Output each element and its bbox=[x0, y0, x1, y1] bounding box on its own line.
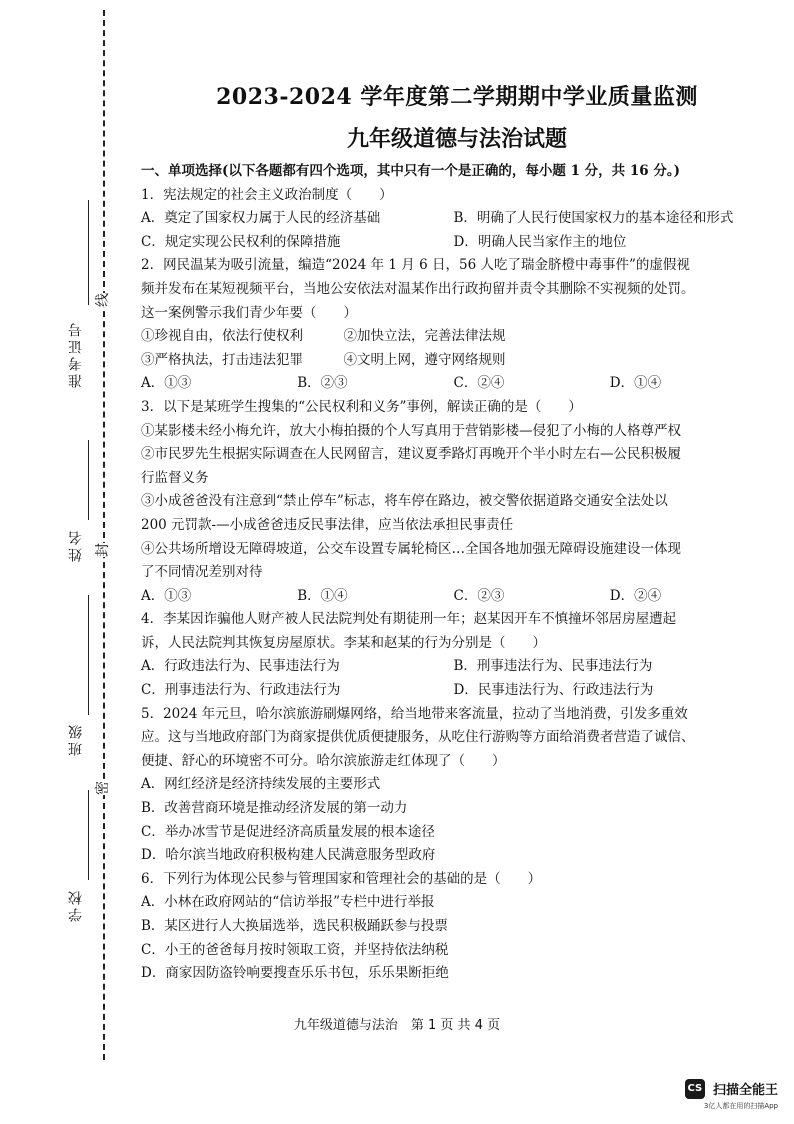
question-stem-line: 6．下列行为体现公民参与管理国家和管理社会的基础的是（ ） bbox=[141, 870, 542, 887]
exam-subtitle: 九年级道德与法治试题 bbox=[346, 126, 567, 152]
question-stem-line: 频并发布在某短视频平台，当地公安依法对温某作出行政拘留并责令其删除不实视频的处罚。 bbox=[141, 280, 695, 297]
question-stem-line: 诉，人民法院判其恢复房屋原状。李某和赵某的行为分别是（ ） bbox=[141, 634, 546, 651]
options-row bbox=[141, 231, 766, 255]
answer-option: A．网红经济是经济持续发展的主要形式 bbox=[141, 776, 381, 793]
statement-item: ①某影楼未经小梅允许，放大小梅拍摄的个人写真用于营销影楼—侵犯了小梅的人格尊严权 bbox=[141, 422, 681, 439]
answer-option: B．明确了人民行使国家权力的基本途径和形式 bbox=[453, 210, 734, 227]
answer-option: D．民事违法行为、行政违法行为 bbox=[453, 682, 654, 699]
options-row bbox=[141, 207, 766, 231]
answer-option: C．小王的爸爸每月按时领取工资，并坚持依法纳税 bbox=[141, 941, 449, 958]
answer-option: D．明确人民当家作主的地位 bbox=[453, 233, 627, 250]
question-block bbox=[141, 254, 766, 396]
question-stem-line: 应。这与当地政府部门为商家提供优质便捷服务，从吃住行游购等方面给消费者营造了诚信、 bbox=[141, 729, 695, 746]
statement-item: ①珍视自由，依法行使权利 ②加快立法，完善法律法规 bbox=[141, 328, 506, 345]
answer-option: A．①③ bbox=[141, 375, 192, 392]
options-row bbox=[141, 372, 766, 396]
answer-option: B．②③ bbox=[297, 375, 348, 392]
statement-item: ②市民罗先生根据实际调查在人民网留言，建议夏季路灯再晚开个半小时左右—公民积极履 bbox=[141, 446, 681, 463]
scanner-name: 扫描全能王 bbox=[712, 1083, 778, 1098]
statement-item: 行监督义务 bbox=[141, 469, 209, 486]
answer-option: C．②④ bbox=[453, 375, 505, 392]
scanner-tagline: 3亿人都在用的扫描App bbox=[703, 1101, 778, 1110]
answer-option: B．刑事违法行为、民事违法行为 bbox=[453, 658, 653, 675]
exam-id-blank bbox=[88, 200, 89, 305]
statement-item: ③小成爸爸没有注意到“禁止停车”标志，将车停在路边，被交警依据道路交通安全法处以 bbox=[141, 493, 668, 510]
answer-option: D．商家因防盗铃响要搜查乐乐书包，乐乐果断拒绝 bbox=[141, 965, 449, 982]
question-block bbox=[141, 608, 766, 702]
school-label: 学校 bbox=[68, 888, 84, 922]
answer-option: A．行政违法行为、民事违法行为 bbox=[141, 658, 340, 675]
page-footer: 九年级道德与法治 第 1 页 共 4 页 bbox=[293, 1018, 501, 1033]
answer-option: B．改善营商环境是推动经济发展的第一动力 bbox=[141, 800, 408, 817]
answer-option: D．①④ bbox=[609, 375, 662, 392]
class-label: 班级 bbox=[68, 722, 84, 756]
question-stem-line: 4．李某因诈骗他人财产被人民法院判处有期徒刑一年；赵某因开车不慎撞坏邻居房屋遭起 bbox=[141, 611, 677, 628]
school-blank bbox=[88, 790, 89, 880]
answer-option: A．①③ bbox=[141, 587, 192, 604]
seal-line-char: 线 bbox=[92, 293, 112, 307]
questions-container bbox=[141, 184, 766, 986]
question-block bbox=[141, 703, 766, 868]
statement-item: ③严格执法，打击违法犯罪 ④文明上网，遵守网络规则 bbox=[141, 351, 506, 368]
question-stem-line: 3．以下是某班学生搜集的“公民权利和义务”事例，解读正确的是（ ） bbox=[141, 398, 582, 415]
question-list bbox=[141, 160, 766, 986]
question-stem-line: 这一案例警示我们青少年要（ ） bbox=[141, 304, 357, 321]
question-stem-line: 1．宪法规定的社会主义政治制度（ ） bbox=[141, 186, 393, 203]
statement-item: ④公共场所增设无障碍坡道，公交车设置专属轮椅区…全国各地加强无障碍设施建设一体现 bbox=[141, 540, 681, 557]
statement-item: 了不同情况差别对待 bbox=[141, 564, 263, 581]
question-block bbox=[141, 868, 766, 986]
seal-seal-char: 封 bbox=[92, 543, 112, 557]
answer-option: C．刑事违法行为、行政违法行为 bbox=[141, 682, 341, 699]
section-heading: 一、单项选择(以下各题都有四个选项，其中只有一个是正确的，每小题 1 分，共 16 分。) bbox=[141, 163, 681, 179]
seal-secret-char: 密 bbox=[92, 781, 112, 795]
name-blank bbox=[88, 440, 89, 520]
answer-option: B．①④ bbox=[297, 587, 348, 604]
answer-option: D．②④ bbox=[609, 587, 662, 604]
answer-option: C．②③ bbox=[453, 587, 505, 604]
scanner-watermark bbox=[685, 1078, 778, 1111]
binding-dashed-line bbox=[103, 10, 105, 1060]
statement-item: 200 元罚款-—小成爸爸违反民事法律，应当依法承担民事责任 bbox=[141, 516, 514, 533]
exam-title: 2023-2024 学年度第二学期期中学业质量监测 bbox=[216, 84, 698, 110]
answer-option: D．哈尔滨当地政府积极构建人民满意服务型政府 bbox=[141, 847, 436, 864]
exam-id-label: 准考证号 bbox=[68, 320, 84, 388]
scanner-logo-icon: CS bbox=[685, 1079, 705, 1099]
options-row bbox=[141, 585, 766, 609]
question-block bbox=[141, 396, 766, 608]
options-row bbox=[141, 655, 766, 679]
question-stem-line: 2．网民温某为吸引流量，编造“2024 年 1 月 6 日，56 人吃了瑞金脐橙中毒事件”的虚假视 bbox=[141, 257, 690, 274]
answer-option: B．某区进行人大换届选举，选民积极踊跃参与投票 bbox=[141, 918, 448, 934]
options-row bbox=[141, 679, 766, 703]
answer-option: A．小林在政府网站的“信访举报”专栏中进行举报 bbox=[141, 894, 435, 911]
question-stem-line: 5．2024 年元旦，哈尔滨旅游刷爆网络，给当地带来客流量，拉动了当地消费，引发多重效 bbox=[141, 705, 688, 722]
question-block bbox=[141, 184, 766, 255]
answer-option: C．规定实现公民权利的保障措施 bbox=[141, 233, 341, 250]
answer-option: C．举办冰雪节是促进经济高质量发展的根本途径 bbox=[141, 823, 435, 840]
class-blank bbox=[88, 595, 89, 715]
name-label: 姓名 bbox=[68, 528, 84, 562]
answer-option: A．奠定了国家权力属于人民的经济基础 bbox=[141, 210, 381, 227]
question-stem-line: 便捷、舒心的环境密不可分。哈尔滨旅游走红体现了（ ） bbox=[141, 752, 506, 769]
